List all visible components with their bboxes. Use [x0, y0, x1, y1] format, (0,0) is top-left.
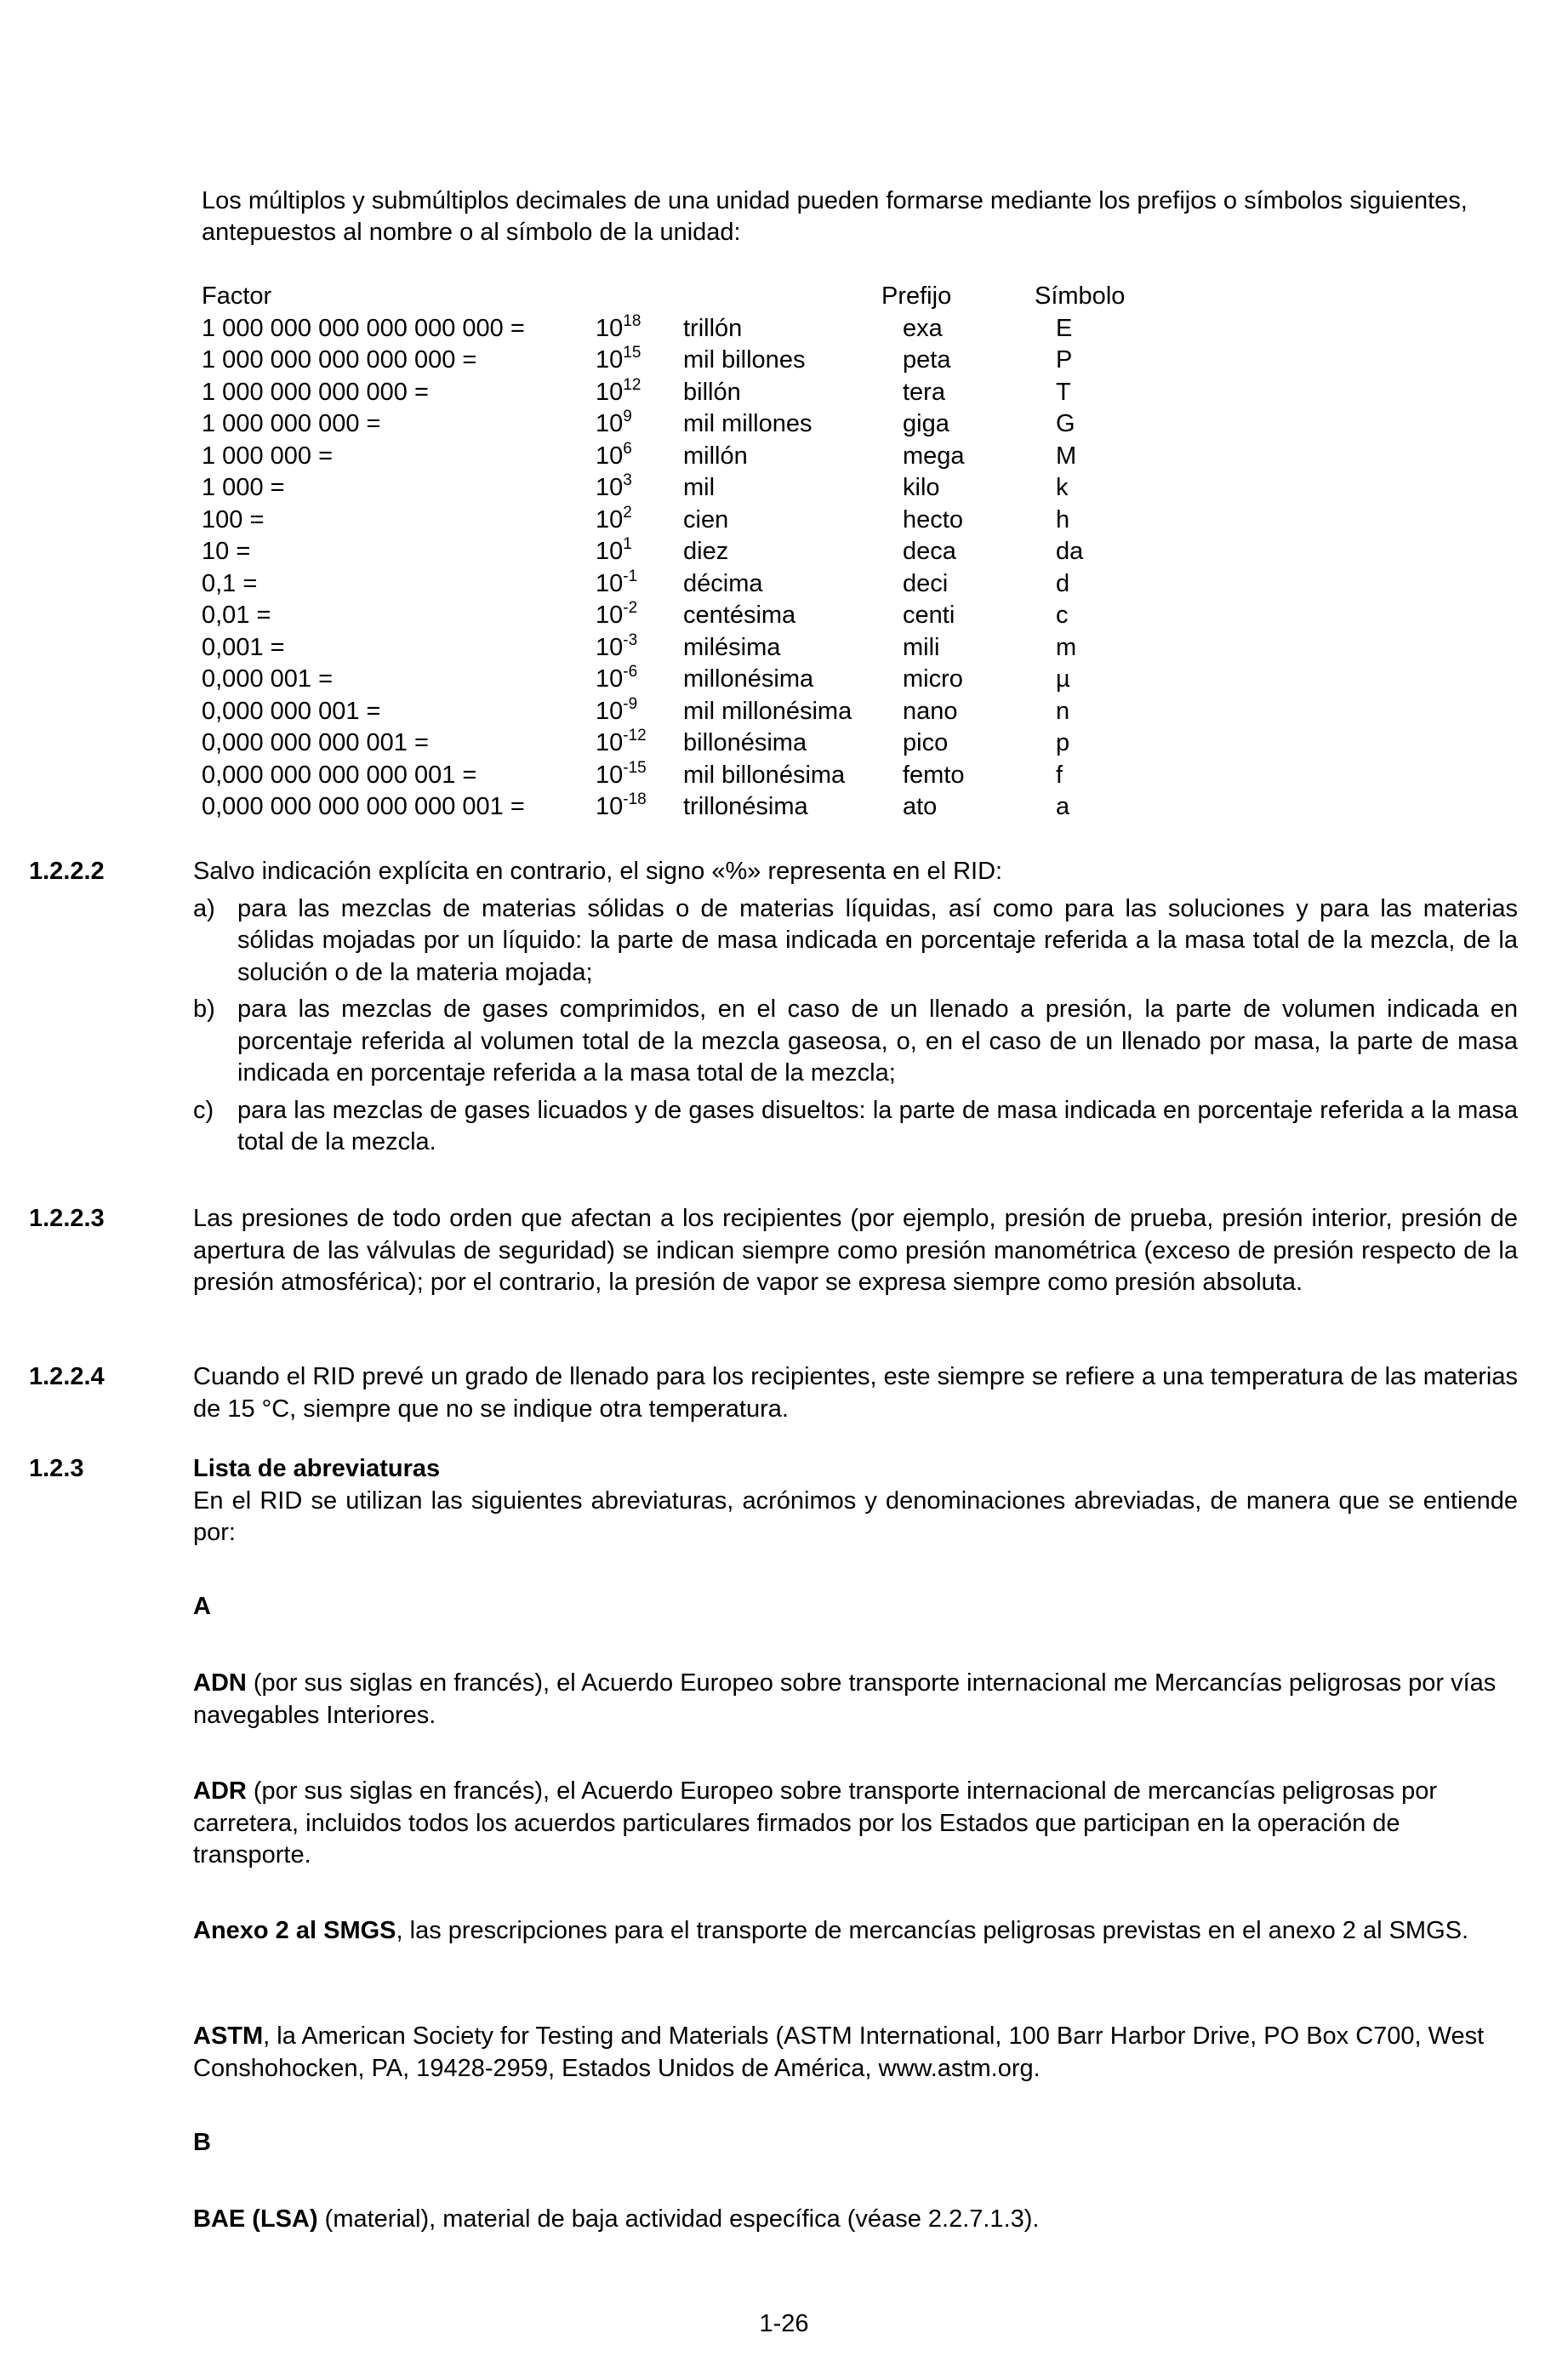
factor-cell: 0,000 000 001 =: [202, 697, 381, 725]
abbreviation-entry: [193, 2204, 1512, 2236]
prefix-table-row: [202, 377, 1145, 409]
power-cell: [596, 408, 683, 441]
symbol-cell: P: [1056, 346, 1073, 374]
section-text: Cuando el RID prevé un grado de llenado para los recipientes, este siempre se refiere a una temperatura de las materias de 15 °C, siempre que no se indique otra temperatura.: [193, 1363, 1518, 1423]
abbreviation-entry: [193, 1915, 1512, 1948]
name-cell: trillonésima: [683, 793, 808, 820]
header-factor: Factor: [202, 282, 272, 310]
prefix-cell: deci: [903, 569, 949, 597]
prefix-table-row: [202, 536, 1145, 568]
factor-cell: 100 =: [202, 505, 265, 533]
factor-cell: 0,1 =: [202, 569, 258, 597]
power-base: 10: [596, 505, 624, 533]
power-cell: [596, 760, 683, 792]
list-item: [193, 1095, 1518, 1159]
section-number: 1.2.2.2: [29, 858, 105, 885]
prefix-cell: femto: [903, 761, 965, 789]
name-cell: mil: [683, 474, 716, 501]
power-cell: [596, 472, 683, 505]
abbreviation-term: Anexo 2 al SMGS: [193, 1917, 396, 1944]
factor-cell: 1 000 000 000 000 000 =: [202, 346, 477, 374]
header-prefix: Prefijo: [881, 282, 952, 310]
prefix-table-row: [202, 441, 1145, 473]
prefix-cell: tera: [903, 378, 945, 406]
intro-paragraph: Los múltiplos y submúltiplos decimales de una unidad pueden formarse mediante los prefijos o símbolos siguientes, antepuestos al nombre o al símbolo de la unidad:: [202, 187, 1468, 246]
power-exponent: -1: [623, 567, 638, 585]
section-text: Las presiones de todo orden que afectan a los recipientes (por ejemplo, presión de prueba, presión interior, presión de apertura de las válvulas de seguridad) se indican siempre como presión manométrica (exceso de presión respecto de la presión atmosférica); por el contrario, la presión de vapor se expresa siempre como presión absoluta.: [193, 1205, 1518, 1296]
list-item: [193, 994, 1518, 1090]
power-exponent: -15: [623, 758, 647, 777]
abbreviation-entry: [193, 2021, 1512, 2085]
header-symbol: Símbolo: [1035, 282, 1126, 310]
prefix-table-row: [202, 472, 1145, 505]
power-cell: [596, 696, 683, 728]
symbol-cell: da: [1056, 538, 1084, 565]
prefix-cell: centi: [903, 602, 955, 629]
name-cell: cien: [683, 505, 729, 533]
power-cell: [596, 377, 683, 409]
prefix-cell: ato: [903, 793, 938, 820]
power-exponent: -2: [623, 599, 638, 617]
factor-cell: 1 000 =: [202, 474, 285, 501]
factor-cell: 0,000 000 000 000 000 001 =: [202, 793, 525, 820]
name-cell: décima: [683, 569, 763, 597]
factor-cell: 1 000 000 000 000 =: [202, 378, 429, 406]
power-exponent: 18: [623, 311, 641, 330]
power-exponent: -6: [623, 663, 638, 681]
section-text: Salvo indicación explícita en contrario, el signo «%» representa en el RID:: [193, 858, 1003, 885]
factor-cell: 1 000 000 000 000 000 000 =: [202, 314, 525, 342]
prefix-table-row: [202, 313, 1145, 345]
power-base: 10: [596, 569, 624, 597]
section-title: Lista de abreviaturas: [193, 1455, 441, 1482]
prefix-cell: exa: [903, 314, 943, 342]
name-cell: millonésima: [683, 665, 814, 693]
power-exponent: 6: [623, 439, 632, 458]
prefix-cell: mili: [903, 633, 940, 661]
section-number: 1.2.3: [29, 1455, 84, 1482]
prefix-table-row: [202, 568, 1145, 601]
list-item-label: b): [193, 996, 215, 1023]
letter-heading-b: B: [193, 2129, 211, 2156]
power-base: 10: [596, 761, 624, 789]
power-cell: [596, 791, 683, 824]
power-exponent: 3: [623, 471, 632, 489]
section-number: 1.2.2.3: [29, 1205, 105, 1232]
symbol-cell: d: [1056, 569, 1070, 597]
power-base: 10: [596, 793, 624, 820]
factor-cell: 0,000 000 000 000 001 =: [202, 761, 477, 789]
power-cell: [596, 664, 683, 696]
abbreviation-term: ADR: [193, 1777, 247, 1805]
power-exponent: 1: [623, 535, 632, 553]
prefix-cell: hecto: [903, 505, 963, 533]
symbol-cell: h: [1056, 505, 1070, 533]
abbreviation-definition: (material), material de baja actividad específica (véase 2.2.7.1.3).: [317, 2205, 1040, 2233]
power-base: 10: [596, 538, 624, 565]
power-base: 10: [596, 314, 624, 342]
power-exponent: 2: [623, 503, 632, 522]
prefix-cell: giga: [903, 410, 949, 437]
page-number: 1-26: [759, 2310, 809, 2337]
factor-cell: 0,001 =: [202, 633, 285, 661]
list-item-text: para las mezclas de gases licuados y de gases disueltos: la parte de masa indicada en porcentaje referida a la masa total de la mezcla.: [237, 1096, 1518, 1155]
abbreviation-term: BAE (LSA): [193, 2205, 318, 2233]
power-cell: [596, 505, 683, 537]
power-exponent: 15: [623, 344, 641, 362]
symbol-cell: c: [1056, 602, 1069, 629]
prefix-table: [202, 281, 1145, 824]
name-cell: trillón: [683, 314, 743, 342]
power-base: 10: [596, 633, 624, 661]
prefix-table-row: [202, 408, 1145, 441]
power-exponent: 12: [623, 375, 641, 394]
symbol-cell: M: [1056, 442, 1077, 470]
prefix-table-row: [202, 345, 1145, 377]
abbreviation-term: ASTM: [193, 2023, 264, 2050]
prefix-table-row: [202, 727, 1145, 760]
abbreviation-definition: (por sus siglas en francés), el Acuerdo Europeo sobre transporte internacional de mercancías peligrosas por carretera, incluidos todos los acuerdos particulares firmados por los Estados que participan en la operación de transporte.: [193, 1777, 1438, 1868]
power-base: 10: [596, 602, 624, 629]
prefix-table-row: [202, 664, 1145, 696]
power-base: 10: [596, 442, 624, 470]
prefix-cell: micro: [903, 665, 963, 693]
factor-cell: 0,01 =: [202, 602, 271, 629]
power-base: 10: [596, 697, 624, 725]
abbreviation-definition: (por sus siglas en francés), el Acuerdo Europeo sobre transporte internacional me Mercancías peligrosas por vías navegables Interiores.: [193, 1669, 1497, 1729]
list-item-label: a): [193, 894, 215, 922]
symbol-cell: T: [1056, 378, 1071, 406]
power-cell: [596, 600, 683, 632]
section-1-2-2-2: [29, 856, 1518, 1164]
power-base: 10: [596, 378, 624, 406]
abbreviation-entry: [193, 1776, 1512, 1872]
power-cell: [596, 727, 683, 760]
name-cell: diez: [683, 538, 729, 565]
section-text: En el RID se utilizan las siguientes abreviaturas, acrónimos y denominaciones abreviadas, de manera que se entiende por:: [193, 1486, 1518, 1546]
power-exponent: -12: [623, 727, 647, 745]
prefix-cell: mega: [903, 442, 965, 470]
power-cell: [596, 441, 683, 473]
factor-cell: 0,000 001 =: [202, 665, 334, 693]
list-item: [193, 893, 1518, 990]
name-cell: billonésima: [683, 729, 807, 756]
prefix-cell: pico: [903, 729, 949, 756]
symbol-cell: k: [1056, 474, 1069, 501]
power-exponent: -3: [623, 630, 638, 649]
section-number: 1.2.2.4: [29, 1363, 105, 1390]
prefix-cell: kilo: [903, 474, 940, 501]
section-1-2-2-3: [29, 1203, 1518, 1299]
prefix-cell: nano: [903, 697, 958, 725]
symbol-cell: E: [1056, 314, 1073, 342]
letter-heading-a: A: [193, 1593, 211, 1620]
factor-cell: 1 000 000 000 =: [202, 410, 381, 437]
factor-cell: 1 000 000 =: [202, 442, 334, 470]
power-exponent: 9: [623, 408, 632, 425]
prefix-table-row: [202, 600, 1145, 632]
factor-cell: 0,000 000 000 001 =: [202, 729, 429, 756]
power-base: 10: [596, 410, 624, 437]
abbreviation-definition: , las prescripciones para el transporte de mercancías peligrosas previstas en el anexo 2 al SMGS.: [396, 1917, 1469, 1944]
symbol-cell: p: [1056, 729, 1070, 756]
power-base: 10: [596, 346, 624, 374]
section-list: [193, 893, 1518, 1159]
symbol-cell: a: [1056, 793, 1070, 820]
prefix-table-row: [202, 632, 1145, 665]
list-item-text: para las mezclas de gases comprimidos, en el caso de un llenado a presión, la parte de volumen indicada en porcentaje referida al volumen total de la mezcla gaseosa, o, en el caso de un llenado por masa, la parte de masa indicada en porcentaje referida a la masa total de la mezcla;: [237, 996, 1518, 1087]
power-exponent: -18: [623, 790, 647, 808]
prefix-table-row: [202, 696, 1145, 728]
power-base: 10: [596, 729, 624, 756]
name-cell: mil millones: [683, 410, 813, 437]
power-base: 10: [596, 665, 624, 693]
symbol-cell: m: [1056, 633, 1077, 661]
name-cell: millón: [683, 442, 748, 470]
name-cell: milésima: [683, 633, 781, 661]
symbol-cell: G: [1056, 410, 1075, 437]
list-item-label: c): [193, 1096, 214, 1124]
list-item-text: para las mezclas de materias sólidas o de materias líquidas, así como para las soluciones y para las materias sólidas mojadas por un líquido: la parte de masa indicada en porcentaje referida a la masa total de la mezcla, de la solución o de la materia mojada;: [237, 894, 1518, 986]
prefix-cell: peta: [903, 346, 951, 374]
name-cell: mil billones: [683, 346, 806, 374]
prefix-table-body: [202, 313, 1145, 824]
prefix-table-row: [202, 505, 1145, 537]
name-cell: centésima: [683, 602, 796, 629]
power-cell: [596, 313, 683, 345]
section-1-2-3: [29, 1453, 1518, 1549]
prefix-table-header: [202, 281, 1145, 313]
power-base: 10: [596, 474, 624, 501]
abbreviation-definition: , la American Society for Testing and Materials (ASTM International, 100 Barr Harbor Drive, PO Box C700, West Conshohocken, PA, 19428-2959, Estados Unidos de América, www.astm.org.: [193, 2023, 1485, 2082]
power-cell: [596, 568, 683, 601]
power-cell: [596, 632, 683, 665]
abbreviation-term: ADN: [193, 1669, 247, 1697]
symbol-cell: µ: [1056, 665, 1070, 693]
name-cell: mil billonésima: [683, 761, 846, 789]
power-exponent: -9: [623, 694, 638, 713]
factor-cell: 10 =: [202, 538, 251, 565]
section-1-2-2-4: [29, 1361, 1518, 1425]
name-cell: mil millonésima: [683, 697, 852, 725]
prefix-cell: deca: [903, 538, 956, 565]
power-cell: [596, 345, 683, 377]
prefix-table-row: [202, 791, 1145, 824]
name-cell: billón: [683, 378, 741, 406]
power-cell: [596, 536, 683, 568]
prefix-table-row: [202, 760, 1145, 792]
symbol-cell: n: [1056, 697, 1070, 725]
abbreviation-entry: [193, 1668, 1512, 1732]
symbol-cell: f: [1056, 761, 1063, 789]
